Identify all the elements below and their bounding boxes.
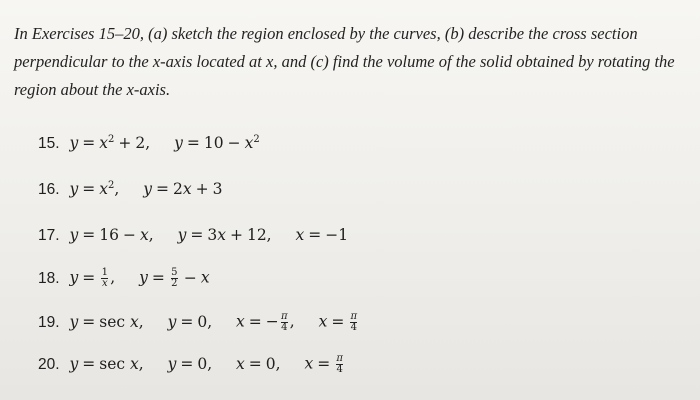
equation: $y = x^2 + 2$,	[69, 134, 151, 153]
equation: $y = 10 - x^2$	[174, 134, 260, 153]
problem-number: 17.	[38, 227, 60, 244]
problem-number: 18.	[38, 269, 60, 287]
equation: y = sec x,	[69, 312, 144, 331]
problem-20	[38, 354, 345, 375]
equation: x = $\frac{\pi}{4}$	[304, 353, 343, 375]
equation: y = sec x,	[69, 354, 144, 373]
equation: y = 0,	[167, 354, 213, 373]
equation: y = 3x + 12,	[177, 226, 272, 244]
equation: y = $\frac{5}{2}$ − x	[139, 267, 210, 289]
problem-15	[38, 134, 260, 153]
equation: x = − $\frac{\pi}{4}$ ,	[236, 311, 295, 333]
exercise-instructions: In Exercises 15–20, (a) sketch the region enclosed by the curves, (b) describe the cross section perpendicular to the x-axis located at x, and (c) find the volume of the solid obtained by rotating the region about the x-axis.	[14, 24, 675, 99]
problem-16	[38, 180, 222, 199]
problem-number: 20.	[38, 355, 60, 373]
equation: y = 16 − x,	[69, 226, 154, 244]
equation: $y = x^2$,	[69, 180, 120, 199]
equation: x = $\frac{\pi}{4}$	[318, 311, 358, 333]
problem-18	[38, 268, 210, 289]
equation: y = 2x + 3	[143, 180, 223, 199]
equation: y = 0,	[167, 312, 213, 331]
equation: x = 0,	[236, 354, 281, 373]
equation: x = −1	[295, 226, 349, 244]
equation: y = $\frac{1}{x}$ ,	[69, 267, 116, 289]
problem-number: 19.	[38, 313, 60, 331]
problem-19	[38, 312, 359, 333]
problem-number: 16.	[38, 181, 60, 199]
problem-17	[38, 226, 348, 245]
problem-number: 15.	[38, 135, 60, 153]
